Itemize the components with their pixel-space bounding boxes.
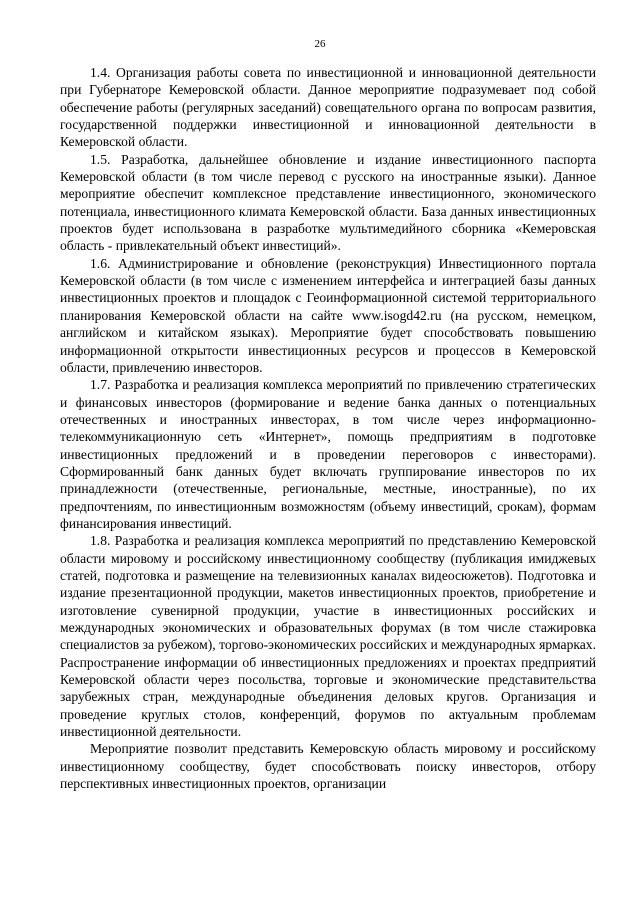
paragraph-continuation: Мероприятие позволит представить Кемеровскую область мировому и российскому инвестиционному сообществу, будет способствовать поиску инвесторов, отбору перспективных инвестиционных проектов, организации [60,741,596,792]
document-body [60,64,596,792]
paragraph-1-4: 1.4. Организация работы совета по инвестиционной и инновационной деятельности при Губернаторе Кемеровской области. Данное мероприятие подразумевает под собой обеспечение работы (регулярных заседаний) совещательного органа по вопросам развития, государственной поддержки инвестиционной и инновационной деятельности в Кемеровской области. [60,65,596,150]
paragraph-1-7: 1.7. Разработка и реализация комплекса мероприятий по привлечению стратегических и финансовых инвесторов (формирование и ведение банка данных о потенциальных отечественных и иностранных инвесторах, в том числе через информационно-телекоммуникационную сеть «Интернет», помощь предприятиям в подготовке инвестиционных предложений и в проведении переговоров с инвесторами). Сформированный банк данных будет включать группирование инвесторов по их принадлежности (отечественные, региональные, местные, иностранные), по их предпочтениям, по инвестиционным возможностям (объему инвестиций, срокам), формам финансирования инвестиций. [60,377,596,531]
paragraph-1-6: 1.6. Администрирование и обновление (реконструкция) Инвестиционного портала Кемеровской области (в том числе с изменением интерфейса и интеграцией базы данных инвестиционных проектов и площадок с Геоинформационной системой территориального планирования Кемеровской области на сайте www.isogd42.ru (на русском, немецком, английском и китайском языках). Мероприятие будет способствовать повышению информационной открытости инвестиционных ресурсов и процессов в Кемеровской области, привлечению инвесторов. [60,255,596,375]
paragraph-1-5: 1.5. Разработка, дальнейшее обновление и издание инвестиционного паспорта Кемеровской области (в том числе перевод с русского на иностранные языки). Данное мероприятие обеспечит комплексное представление инвестиционного, экономического потенциала, инвестиционного климата Кемеровской области. База данных инвестиционных проектов будет использована в разработке мультимедийного сборника «Кемеровская область - привлекательный объект инвестиций». [60,151,596,254]
page-number: 26 [314,38,326,50]
paragraph-1-8: 1.8. Разработка и реализация комплекса мероприятий по представлению Кемеровской области мировому и российскому инвестиционному сообществу (публикация имиджевых статей, подготовка и размещение на телевизионных каналах видеосюжетов). Подготовка и издание презентационной продукции, макетов инвестиционных проектов, приобретение и изготовление сувенирной продукции, участие в инвестиционных российских и международных экономических и образовательных форумах (в том числе стажировка специалистов за рубежом), торгово-экономических российских и международных ярмарках. Распространение информации об инвестиционных предложениях и проектах предприятий Кемеровской области через посольства, торговые и экономические представительства зарубежных стран, международные объединения деловых кругов. Организация и проведение круглых столов, конференций, форумов по актуальным проблемам инвестиционной деятельности. [60,533,596,740]
